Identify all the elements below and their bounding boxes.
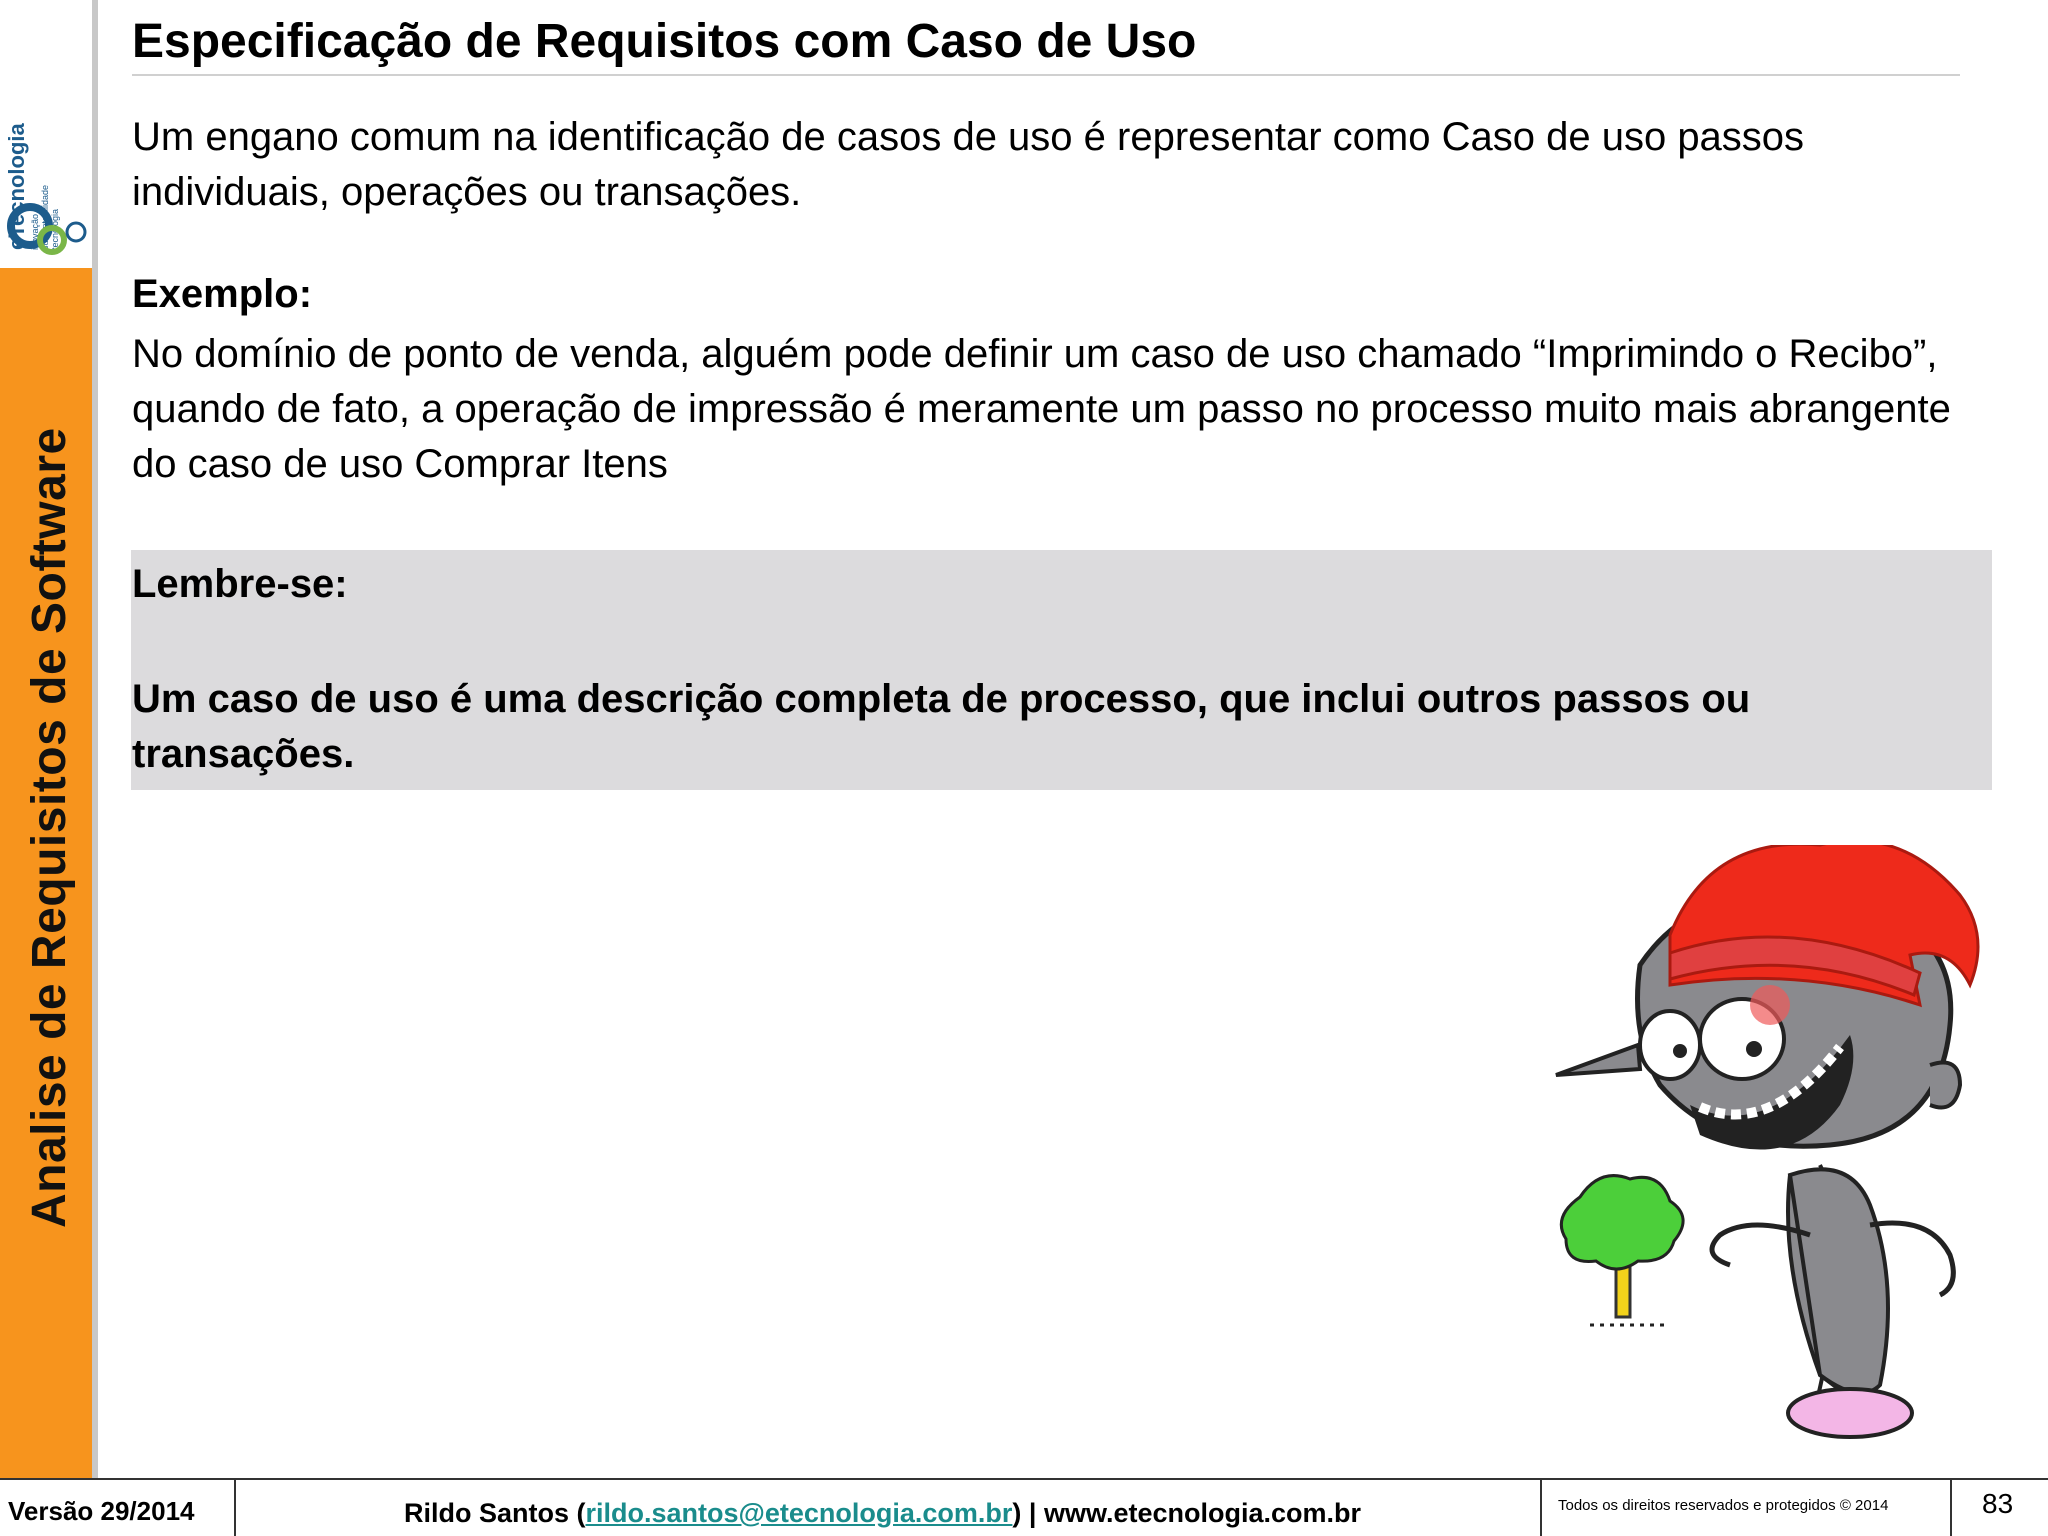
sidebar-title: Analise de Requisitos de Software (23, 427, 76, 1228)
footer-version: Versão 29/2014 (8, 1496, 195, 1526)
intro-paragraph: Um engano comum na identificação de casos de uso é representar como Caso de uso passos individuais, operações ou transações. (132, 115, 1805, 214)
logo (0, 0, 92, 268)
footer-separator (1950, 1480, 1952, 1536)
footer-author-prefix: Rildo Santos ( (404, 1498, 586, 1528)
logo-brand: eTecnologia (4, 123, 29, 250)
footer-website: ) | www.etecnologia.com.br (1012, 1498, 1362, 1528)
footer-copyright: Todos os direitos reservados e protegidos © 2014 (1558, 1497, 1889, 1514)
footer-divider (0, 1478, 2048, 1480)
logo-tagline-1: inovação (30, 213, 40, 250)
author-email-link[interactable]: rildo.santos@etecnologia.com.br (585, 1498, 1013, 1528)
footer-separator (1540, 1480, 1542, 1536)
cartoon-character-illustration (1520, 845, 2000, 1455)
title-divider (132, 74, 1960, 76)
example-paragraph: No domínio de ponto de venda, alguém pode definir um caso de uso chamado “Imprimindo o Recibo”, quando de fato, a operação de impressão é meramente um passo no processo muito mais abrangente do caso de uso Comprar Itens (132, 332, 1951, 486)
logo-tagline-2: sustentabilidade (40, 184, 50, 250)
footer-separator (234, 1480, 236, 1536)
logo-tagline-3: tecnologia (50, 208, 60, 250)
page-number: 83 (1982, 1488, 2014, 1519)
page-title: Especificação de Requisitos com Caso de Uso (132, 15, 1197, 68)
footer-author (404, 1498, 1361, 1529)
sidebar-shadow (92, 0, 98, 1480)
example-label: Exemplo: (132, 272, 313, 316)
note-text: Um caso de uso é uma descrição completa de processo, que inclui outros passos ou transações. (132, 677, 1751, 776)
note-label: Lembre-se: (132, 562, 348, 606)
logo-rings-icon (6, 196, 90, 260)
